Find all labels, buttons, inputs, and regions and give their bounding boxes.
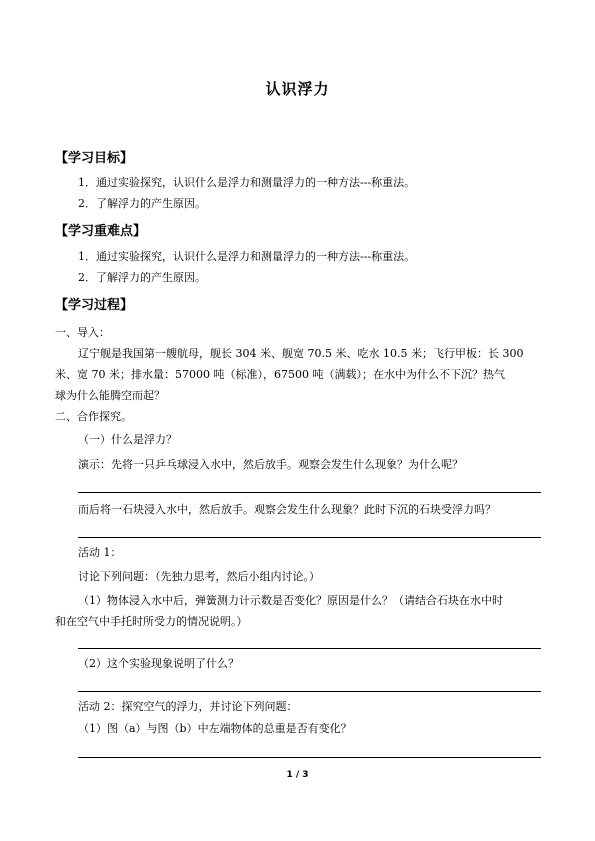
question-what-is-buoyancy: （一）什么是浮力？ — [78, 433, 177, 446]
goals-item-2: 2．了解浮力的产生原因。 — [78, 197, 206, 210]
key-points-heading: 【学习重难点】 — [55, 224, 147, 239]
activity2-question-1: （1）图（a）与图（b）中左端物体的总重是否有变化？ — [78, 722, 352, 735]
intro-line-3: 球为什么能腾空而起？ — [55, 389, 165, 402]
activity1-question-1-line-2: 和在空气中手托时所受力的情况说明。） — [55, 615, 248, 628]
page-title: 认识浮力 — [265, 80, 330, 98]
process-heading: 【学习过程】 — [55, 298, 134, 313]
key-points-item-1: 1．通过实验探究，认识什么是浮力和测量浮力的一种方法---称重法。 — [78, 250, 416, 263]
answer-line — [78, 492, 541, 493]
activity1-label: 活动 1： — [78, 546, 122, 559]
intro-line-2: 米、宽 70 米；排水量：57000 吨（标准），67500 吨（满载）；在水中为什么不下沉？热气 — [55, 368, 505, 381]
intro-label: 一、导入： — [55, 326, 110, 339]
explore-label: 二、合作探究。 — [55, 410, 132, 423]
demo-text: 演示：先将一只乒乓球浸入水中，然后放手。观察会发生什么现象？为什么呢？ — [78, 458, 463, 471]
activity1-question-1-line-1: （1）物体浸入水中后，弹簧测力计示数是否变化？原因是什么？（请结合石块在水中时 — [78, 594, 503, 607]
answer-line — [78, 537, 541, 538]
answer-line — [78, 757, 541, 758]
goals-heading: 【学习目标】 — [55, 151, 134, 166]
goals-item-1: 1．通过实验探究，认识什么是浮力和测量浮力的一种方法---称重法。 — [78, 176, 416, 189]
key-points-item-2: 2．了解浮力的产生原因。 — [78, 271, 206, 284]
demo2-text: 而后将一石块浸入水中，然后放手。观察会发生什么现象？此时下沉的石块受浮力吗？ — [78, 503, 496, 516]
activity1-prompt: 讨论下列问题：（先独力思考，然后小组内讨论。） — [78, 570, 320, 583]
activity1-question-2: （2）这个实验现象说明了什么？ — [78, 657, 239, 670]
intro-line-1: 辽宁舰是我国第一艘航母，舰长 304 米、舰宽 70.5 米、吃水 10.5 米；飞行甲板：长 300 — [78, 347, 524, 360]
answer-line — [78, 691, 541, 692]
activity2-label: 活动 2：探究空气的浮力，并讨论下列问题： — [78, 700, 298, 713]
page-number: 1 / 3 — [286, 770, 309, 780]
answer-line — [78, 648, 541, 649]
